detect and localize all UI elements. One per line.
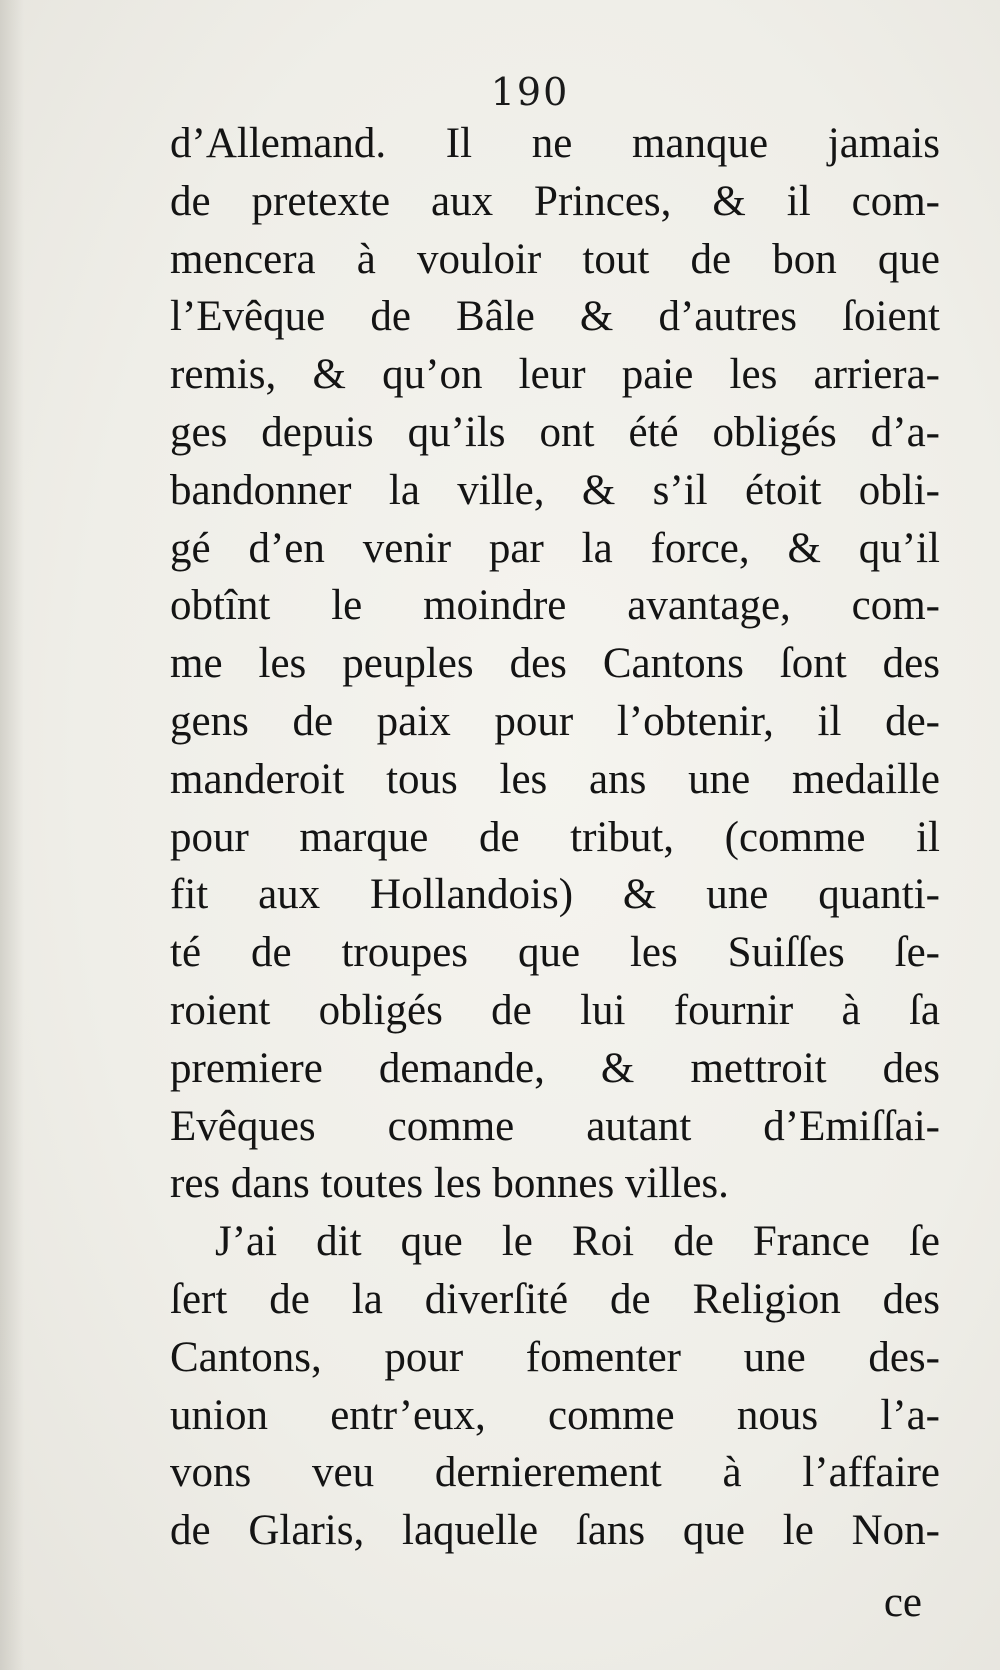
page-gutter-shadow [0, 0, 24, 1670]
text-line: pour marque de tribut, (comme il [170, 813, 940, 861]
text-line: me les peuples des Cantons ſont des [170, 640, 940, 688]
text-line: l’Evêque de Bâle & d’autres ſoient [170, 293, 940, 341]
text-line: de Glaris, laquelle ſans que le Non- [170, 1507, 940, 1555]
text-line: bandonner la ville, & s’il étoit obli- [170, 466, 940, 514]
text-line: ſert de la diverſité de Religion des [170, 1275, 940, 1323]
text-line: union entr’eux, comme nous l’a- [170, 1391, 940, 1439]
text-line: J’ai dit que le Roi de France ſe [215, 1218, 940, 1266]
text-line: premiere demande, & mettroit des [170, 1044, 940, 1092]
text-line: gé d’en venir par la force, & qu’il [170, 524, 940, 572]
text-line: vons veu dernierement à l’affaire [170, 1449, 940, 1497]
text-line: Cantons, pour fomenter une des- [170, 1333, 940, 1381]
text-line: roient obligés de lui fournir à ſa [170, 986, 940, 1034]
text-line: gens de paix pour l’obtenir, il de- [170, 697, 940, 745]
catchword: ce [883, 1579, 922, 1626]
text-line: Evêques comme autant d’Emiſſai- [170, 1102, 940, 1150]
text-line: fit aux Hollandois) & une quanti- [170, 871, 940, 919]
body-text [170, 115, 940, 1560]
text-line: de pretexte aux Princes, & il com- [170, 177, 940, 225]
text-line: manderoit tous les ans une medaille [170, 755, 940, 803]
text-line: té de troupes que les Suiſſes ſe- [170, 929, 940, 977]
text-line: res dans toutes les bonnes villes. [170, 1160, 729, 1208]
text-line: obtînt le moindre avantage, com- [170, 582, 940, 630]
text-line: d’Allemand. Il ne manque jamais [170, 120, 940, 167]
text-line: remis, & qu’on leur paie les arrierа- [170, 351, 940, 399]
page-number: 190 [490, 70, 570, 114]
text-line: mencera à vouloir tout de bon que [170, 235, 940, 283]
text-line: ges depuis qu’ils ont été obligés d’a- [170, 408, 940, 456]
